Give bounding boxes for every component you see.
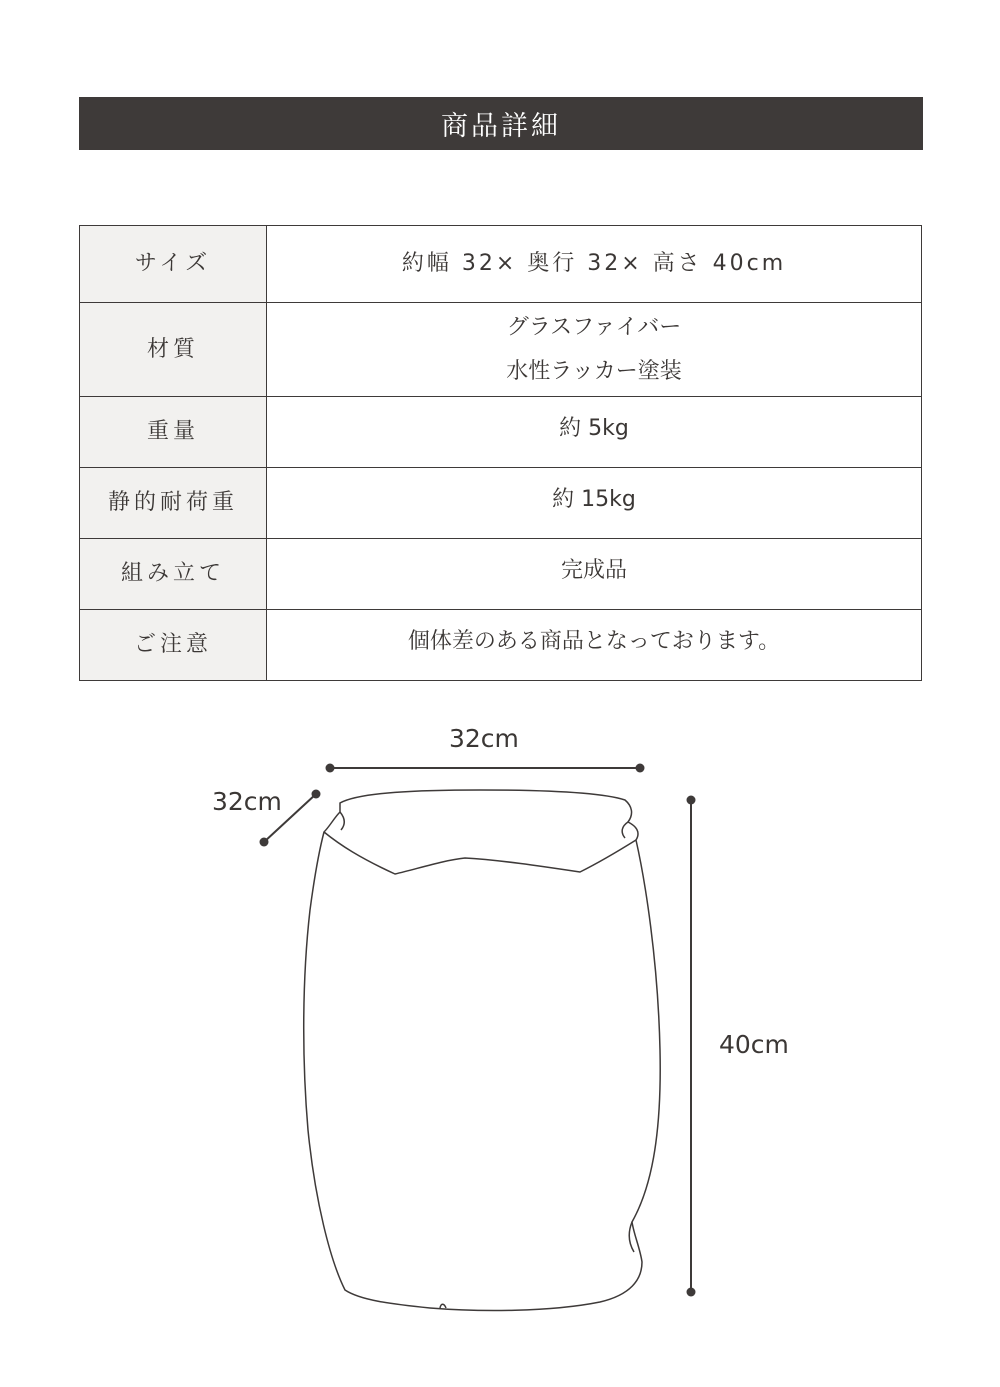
section-header bbox=[79, 97, 923, 150]
notice-value: 個体差のある商品となっております。 bbox=[407, 629, 781, 654]
stool-rim bbox=[324, 832, 636, 874]
depth-label: 32cm bbox=[212, 787, 282, 816]
height-dimension-line bbox=[687, 796, 696, 1297]
load-value: 約 15kg bbox=[552, 487, 636, 512]
row-value bbox=[267, 610, 922, 681]
dimension-diagram bbox=[0, 700, 1000, 1360]
stool-illustration bbox=[0, 700, 1000, 1360]
table-row-assembly bbox=[80, 539, 922, 610]
row-label: 組み立て bbox=[80, 539, 267, 610]
material-value-2: 水性ラッカー塗装 bbox=[506, 358, 682, 384]
stool-outline bbox=[304, 790, 660, 1310]
table-row-load bbox=[80, 468, 922, 539]
width-dimension-line bbox=[326, 764, 645, 773]
row-value bbox=[267, 468, 922, 539]
row-value bbox=[267, 226, 922, 303]
row-label: ご注意 bbox=[80, 610, 267, 681]
stool-bottom-fold bbox=[440, 1222, 634, 1308]
row-label: サイズ bbox=[80, 226, 267, 303]
material-value-1: グラスファイバー bbox=[506, 314, 682, 340]
row-value bbox=[267, 539, 922, 610]
table-row-material bbox=[80, 303, 922, 397]
row-label: 静的耐荷重 bbox=[80, 468, 267, 539]
row-value bbox=[267, 397, 922, 468]
assembly-value: 完成品 bbox=[560, 558, 627, 583]
width-label: 32cm bbox=[449, 724, 519, 753]
section-title: 商品詳細 bbox=[441, 111, 561, 142]
weight-value: 約 5kg bbox=[559, 416, 629, 441]
size-value: 約幅 32× 奥行 32× 高さ 40cm bbox=[401, 251, 787, 276]
stool-rim-fold bbox=[340, 812, 628, 838]
height-label: 40cm bbox=[719, 1030, 789, 1059]
row-label: 材質 bbox=[80, 303, 267, 397]
table-row-size bbox=[80, 226, 922, 303]
table-row-notice bbox=[80, 610, 922, 681]
spec-table bbox=[79, 225, 922, 681]
table-row-weight bbox=[80, 397, 922, 468]
row-label: 重量 bbox=[80, 397, 267, 468]
row-value bbox=[267, 303, 922, 397]
